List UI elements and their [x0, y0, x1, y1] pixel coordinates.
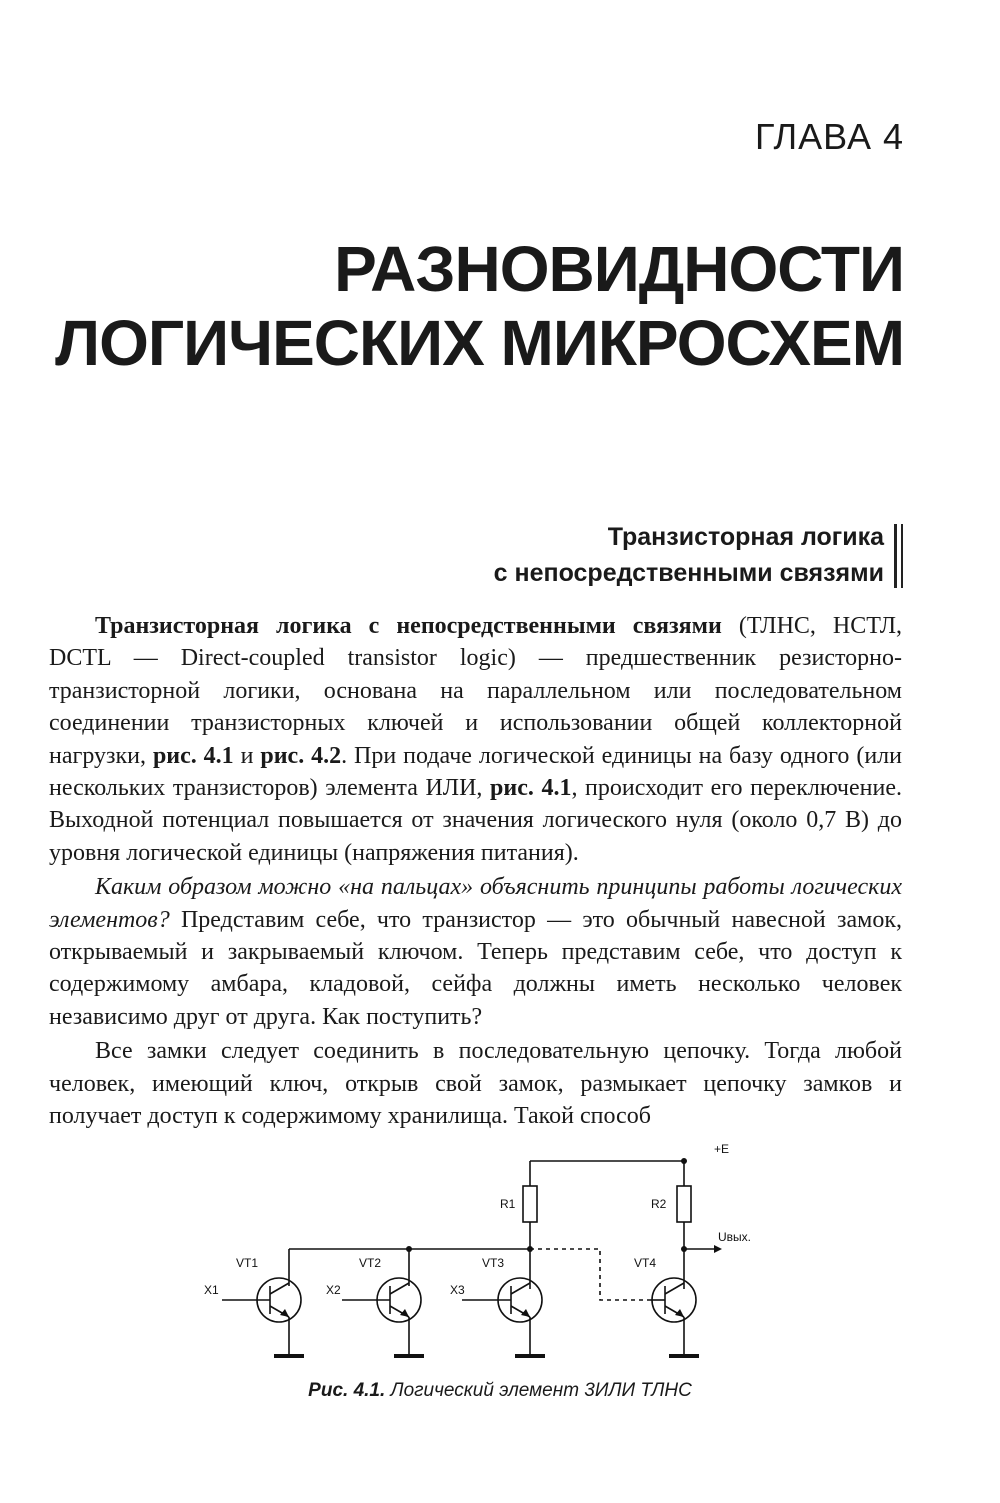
- body-text: [49, 610, 902, 1133]
- transistor-vt4: [650, 1278, 699, 1356]
- resistor-r1: [523, 1186, 537, 1222]
- transistor-label-vt2: VT2: [359, 1256, 382, 1270]
- transistor-label-vt3: VT3: [482, 1256, 505, 1270]
- section-marker-bar: [894, 524, 903, 588]
- transistor-vt1: [222, 1278, 304, 1356]
- input-label-x1: X1: [204, 1283, 219, 1297]
- chapter-title-line-1: РАЗНОВИДНОСТИ: [334, 233, 904, 305]
- section-heading-line-2: с непосредственными связями: [493, 559, 884, 587]
- chapter-title: [44, 232, 904, 380]
- caption-text: Логический элемент 3ИЛИ ТЛНС: [385, 1380, 692, 1401]
- paragraph-3: Все замки следует соединить в последовательную цепочку. Тогда любой человек, имеющий ключ, открыв свой замок, размыкает цепочку замков и получает доступ к содержимому хранилища. Такой способ: [49, 1038, 902, 1130]
- chapter-label: ГЛАВА 4: [755, 116, 904, 157]
- chapter-title-line-2: ЛОГИЧЕСКИХ МИКРОСХЕМ: [55, 307, 904, 379]
- input-label-x2: X2: [326, 1283, 341, 1297]
- resistor-label-r2: R2: [651, 1197, 667, 1211]
- figure-caption: [0, 1380, 1000, 1402]
- question-italic: Каким образом можно «на пальцах» объяснить принципы работы логических элементов?: [49, 874, 902, 933]
- term-bold: Транзисторная логика с непосредственными связями: [95, 613, 722, 639]
- figure-ref: рис. 4.2: [260, 742, 342, 769]
- paragraph-2: Каким образом можно «на пальцах» объяснить принципы работы логических элементов? Представим себе, что транзистор — это обычный навесной замок, открываемый и закрываемый ключом. Теперь представим себе, что доступ к содержимому амбара, кладовой, сейфа должны иметь несколько человек независимо друг от друга. Как поступить?: [49, 874, 902, 1030]
- transistor-label-vt4: VT4: [634, 1256, 657, 1270]
- paragraph-1: Транзисторная логика с непосредственными связями (ТЛНС, НСТЛ, DCTL — Direct-coupled transistor logic) — предшественник резисторно-транзисторной логики, основана на параллельном или последовательном соединении транзисторных ключей и использовании общей коллекторной нагрузки, рис. 4.1 и рис. 4.2. При подаче логической единицы на базу одного (или нескольких транзисторов) элемента ИЛИ, рис. 4.1, происходит его переключение. Выходной потенциал повышается от значения логического нуля (около 0,7 В) до уровня логической единицы (напряжения питания).: [49, 613, 903, 866]
- resistor-label-r1: R1: [500, 1197, 516, 1211]
- supply-label: +E: [714, 1142, 730, 1156]
- resistor-r2: [677, 1186, 691, 1222]
- figure-ref: рис. 4.1: [490, 775, 572, 802]
- circuit-diagram: [190, 1138, 780, 1373]
- section-heading-line-1: Транзисторная логика: [607, 523, 884, 551]
- figure-ref: рис. 4.1: [152, 742, 234, 769]
- transistor-vt3: [462, 1278, 545, 1356]
- transistor-vt2: [342, 1278, 424, 1356]
- transistor-label-vt1: VT1: [236, 1256, 259, 1270]
- input-label-x3: X3: [450, 1283, 465, 1297]
- caption-label: Рис. 4.1.: [308, 1380, 386, 1401]
- output-label: Uвых.: [718, 1230, 751, 1244]
- section-heading: [494, 519, 884, 591]
